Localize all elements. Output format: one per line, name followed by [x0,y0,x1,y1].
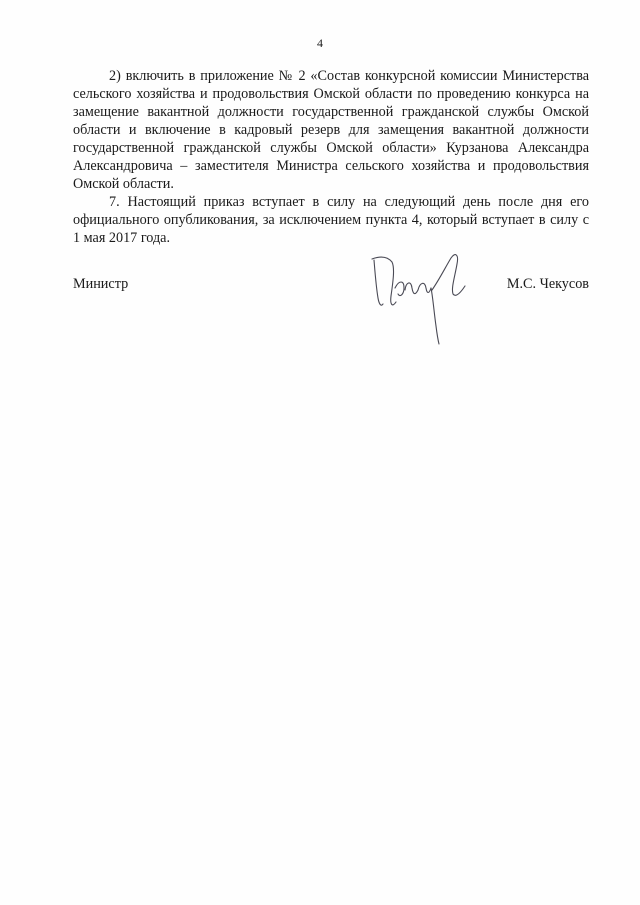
paragraph-item-2: 2) включить в приложение № 2 «Состав конкурсной комиссии Министерства сельского хозяйства и продовольствия Омской области по проведению конкурса на замещение вакантной должности государственной гражданской службы Омской области и включение в кадровый резерв для замещения вакантной должности государственной гражданской службы Омской области» Курзанова Александра Александровича – заместителя Министра сельского хозяйства и продовольствия Омской области. [73,68,589,192]
signatory-name: М.С. Чекусов [506,276,589,292]
paragraph-item-7: 7. Настоящий приказ вступает в силу на следующий день после дня его официального опубликования, за исключением пункта 4, который вступает в силу с 1 мая 2017 года. [73,194,589,246]
signature-block [73,276,589,296]
handwritten-signature [365,246,475,346]
page-number: 4 [317,36,323,50]
document-body [73,67,589,247]
signatory-title: Министр [73,276,129,292]
